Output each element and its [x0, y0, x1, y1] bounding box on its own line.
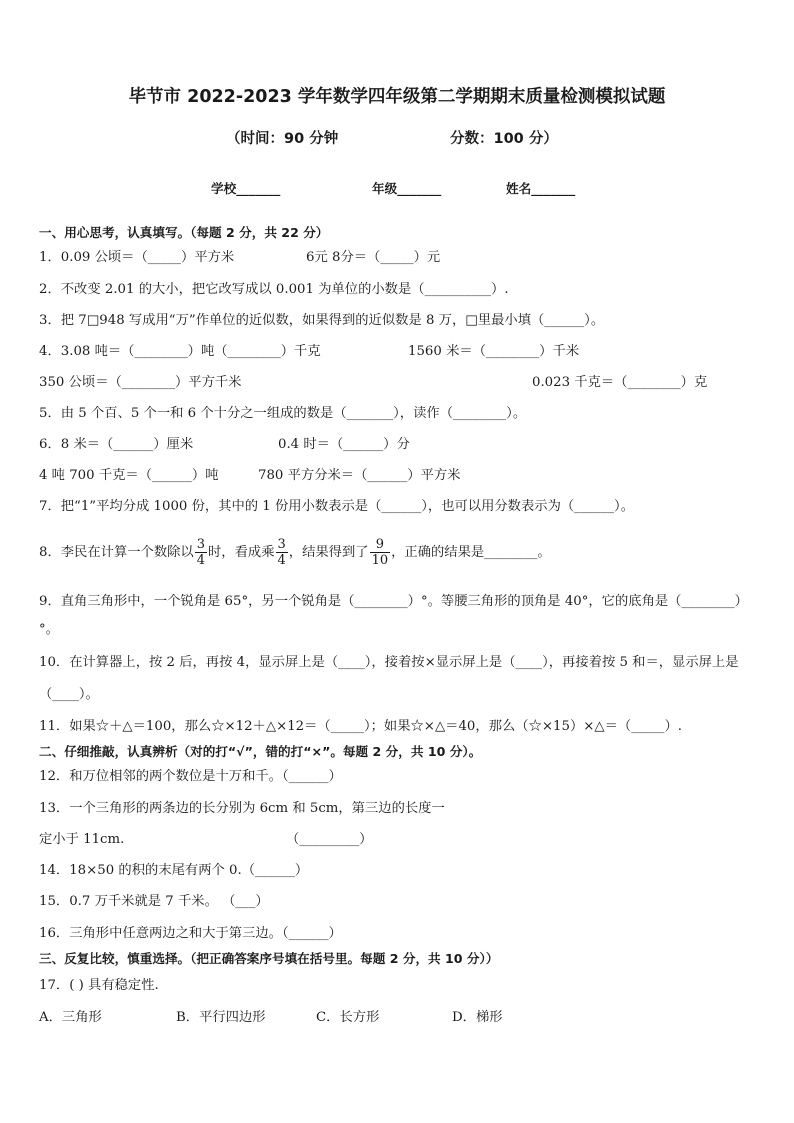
- option-c[interactable]: C．长方形: [316, 1010, 380, 1025]
- option-b[interactable]: B．平行四边形: [176, 1010, 266, 1025]
- question-10a: 10．在计算器上，按 2 后，再按 4，显示屏上是（____），接着按×显示屏上是（____），再接着按 5 和＝，显示屏上是: [39, 655, 739, 670]
- fraction-numerator: 3: [277, 537, 286, 552]
- question-13b: 定小于 11cm.: [39, 832, 125, 847]
- q8-text-4: ，正确的结果是________。: [391, 545, 551, 560]
- question-13a: 13．一个三角形的两条边的长分别为 6cm 和 5cm，第三边的长度一: [39, 801, 445, 816]
- question-6d: 780 平方分米＝（______）平方米: [258, 468, 461, 483]
- name-field[interactable]: 姓名_______: [506, 181, 576, 196]
- section-3-heading: 三、反复比较，慎重选择。（把正确答案序号填在括号里。每题 2 分，共 10 分））: [39, 951, 499, 966]
- school-field[interactable]: 学校_______: [211, 181, 281, 196]
- question-9b: °。: [39, 622, 59, 637]
- q8-text-3: ，结果得到了: [288, 545, 369, 560]
- exam-score: 分数：100 分）: [450, 131, 558, 147]
- question-2: 2．不改变 2.01 的大小，把它改写成以 0.001 为单位的小数是（__________）.: [39, 282, 509, 297]
- q8-text-1: 8．李民在计算一个数除以: [39, 545, 194, 560]
- fraction-denominator: 10: [371, 553, 389, 568]
- question-16: 16．三角形中任意两边之和大于第三边。（______）: [39, 926, 342, 941]
- fraction-numerator: 9: [370, 537, 391, 553]
- question-14: 14．18×50 的积的末尾有两个 0.（______）: [39, 863, 309, 878]
- question-17: 17．( ) 具有稳定性.: [39, 978, 159, 993]
- section-1-heading: 一、用心思考，认真填写。（每题 2 分，共 22 分）: [39, 225, 329, 240]
- question-12: 12．和万位相邻的两个数位是十万和千。（______）: [39, 769, 342, 784]
- question-6b: 0.4 时＝（______）分: [278, 437, 410, 452]
- question-4b: 1560 米＝（________）千米: [408, 344, 580, 359]
- question-7: 7．把“1”平均分成 1000 份，其中的 1 份用小数表示是（______），也可以用分数表示为（______）。: [39, 499, 634, 514]
- question-4a: 4．3.08 吨＝（________）吨（________）千克: [39, 344, 321, 359]
- question-8: [39, 533, 551, 573]
- fraction-3-4-b: [276, 537, 288, 568]
- question-1a: 1．0.09 公顷＝（_____）平方米: [39, 250, 235, 265]
- fraction-denominator: 4: [277, 553, 286, 568]
- section-2-heading: 二、仔细推敲，认真辨析（对的打“√”，错的打“×”。每题 2 分，共 10 分）。: [39, 744, 482, 759]
- fraction-9-10: [370, 537, 391, 568]
- fraction-numerator: 3: [196, 537, 206, 552]
- question-9a: 9．直角三角形中，一个锐角是 65°，另一个锐角是（________）°。等腰三角形的顶角是 40°，它的底角是（________）: [39, 594, 748, 609]
- fraction-denominator: 4: [196, 553, 206, 568]
- exam-time: （时间：90 分钟: [226, 131, 339, 147]
- question-15: 15．0.7 万千米就是 7 千米。 （___）: [39, 894, 269, 909]
- question-4d: 0.023 千克＝（________）克: [532, 375, 708, 390]
- question-11: 11．如果☆＋△＝100，那么☆×12＋△×12＝（_____）；如果☆×△＝40，那么（☆×15）×△＝（_____）.: [39, 719, 682, 734]
- option-a[interactable]: A．三角形: [39, 1010, 102, 1025]
- question-1b: 6元 8分＝（_____）元: [306, 250, 441, 265]
- q8-text-2: 时，看成乘: [208, 545, 275, 560]
- question-6c: 4 吨 700 千克＝（______）吨: [39, 468, 219, 483]
- page-title: 毕节市 2022-2023 学年数学四年级第二学期期末质量检测模拟试题: [128, 87, 666, 107]
- fraction-3-4-a: [195, 537, 207, 568]
- question-4c: 350 公顷＝（________）平方千米: [39, 375, 242, 390]
- grade-field[interactable]: 年级_______: [372, 181, 442, 196]
- question-13c: （_________）: [286, 832, 373, 847]
- question-10b: （____）。: [39, 687, 99, 702]
- option-d[interactable]: D．梯形: [452, 1010, 503, 1025]
- question-6a: 6．8 米＝（______）厘米: [39, 437, 194, 452]
- question-3: 3．把 7□948 写成用“万”作单位的近似数，如果得到的近似数是 8 万，□里最小填（______）。: [39, 313, 605, 328]
- question-5: 5．由 5 个百、5 个一和 6 个十分之一组成的数是（_______），读作（________）。: [39, 406, 527, 421]
